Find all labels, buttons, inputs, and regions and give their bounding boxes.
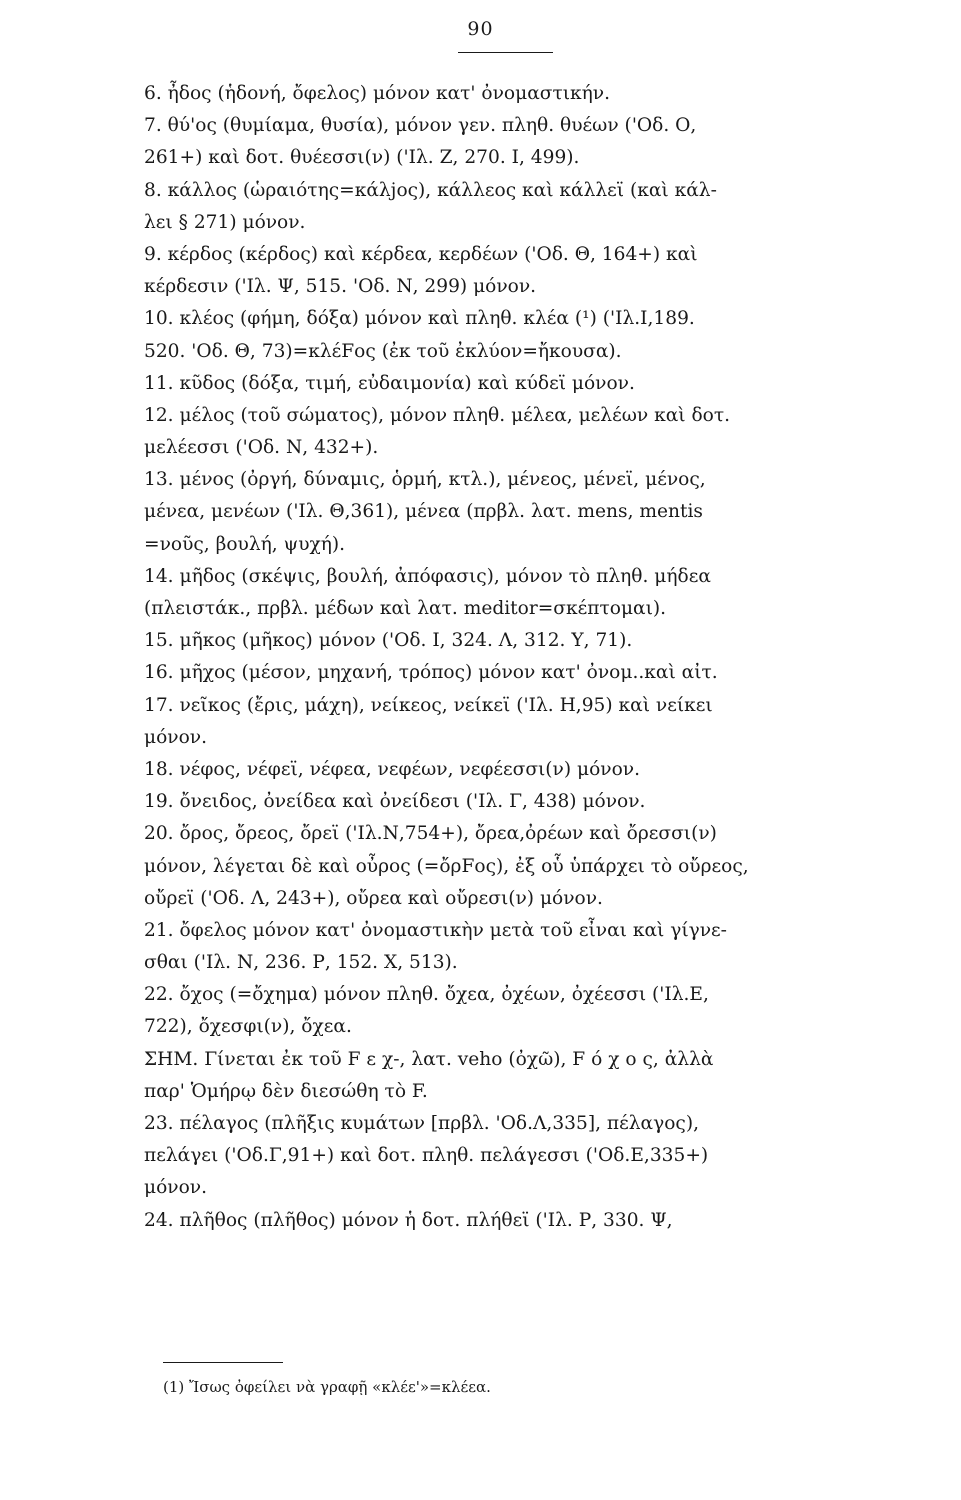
text-line: (πλειστάκ., πρβλ. μέδων καὶ λατ. meditor=σκέπτομαι). <box>144 598 667 619</box>
text-line: κέρδεσιν ('Ιλ. Ψ, 515. 'Οδ. Ν, 299) μόνον. <box>144 276 537 298</box>
text-line: μελέεσσι ('Οδ. Ν, 432+). <box>144 437 379 459</box>
text-line: 6. ἦδος (ἡδονή, ὄφελος) μόνον κατ' ὀνομαστικήν. <box>144 83 611 104</box>
text-line: 16. μῆχος (μέσον, μηχανή, τρόπος) μόνον κατ' ὀνομ..καὶ αἰτ. <box>144 662 718 684</box>
text-line: 18. νέφος, νέφεϊ, νέφεα, νεφέων, νεφέεσσι(ν) μόνον. <box>144 758 641 780</box>
text-line: 24. πλῆθος (πλῆθος) μόνον ἡ δοτ. πλήθεϊ ('Ιλ. Ρ, 330. Ψ, <box>144 1209 673 1231</box>
text-line: 15. μῆκος (μῆκος) μόνον ('Οδ. Ι, 324. Λ, 312. Υ, 71). <box>144 630 633 652</box>
text-line: 11. κῦδος (δόξα, τιμή, εὐδαιμονία) καὶ κύδεϊ μόνον. <box>144 372 635 394</box>
text-line: μένεα, μενέων ('Ιλ. Θ,361), μένεα (πρβλ. λατ. mens, mentis <box>144 501 703 523</box>
footnote: (1) Ἴσως ὀφείλει νὰ γραφῇ «κλέε'»=κλέεα. <box>163 1378 491 1396</box>
text-line: 21. ὄφελος μόνον κατ' ὀνομαστικὴν μετὰ τοῦ εἶναι καὶ γίγνε- <box>144 919 727 941</box>
text-line: παρ' Ὁμήρῳ δὲν διεσώθη τὸ F. <box>144 1080 428 1102</box>
text-line: 20. ὄρος, ὄρεος, ὄρεϊ ('Ιλ.Ν,754+), ὄρεα,ὀρέων καὶ ὄρεσσι(ν) <box>144 823 717 845</box>
text-line: 22. ὄχος (=ὄχημα) μόνον πληθ. ὄχεα, ὀχέων, ὀχέεσσι ('Ιλ.Ε, <box>144 984 709 1006</box>
header-rule <box>458 52 553 53</box>
body-text <box>144 78 876 1237</box>
text-line: 8. κάλλος (ὡραιότης=κάλjος), κάλλεος καὶ κάλλεϊ (καὶ κάλ- <box>144 179 717 201</box>
text-line: 10. κλέος (φήμη, δόξα) μόνον καὶ πληθ. κλέα (¹) ('Ιλ.Ι,189. <box>144 308 695 330</box>
text-line: 12. μέλος (τοῦ σώματος), μόνον πληθ. μέλεα, μελέων καὶ δοτ. <box>144 404 731 426</box>
text-line: 9. κέρδος (κέρδος) καὶ κέρδεα, κερδέων ('Οδ. Θ, 164+) καὶ <box>144 243 698 265</box>
text-line: μόνον. <box>144 726 207 748</box>
text-line: 261+) καὶ δοτ. θυέεσσι(ν) ('Ιλ. Ζ, 270. Ι, 499). <box>144 147 580 169</box>
text-line: =νοῦς, βουλή, ψυχή). <box>144 533 346 555</box>
text-line: 13. μένος (ὀργή, δύναμις, ὁρμή, κτλ.), μένεος, μένεϊ, μένος, <box>144 469 706 491</box>
text-line: 520. 'Οδ. Θ, 73)=κλέFος (ἐκ τοῦ ἐκλύον=ἤκουσα). <box>144 340 622 362</box>
text-line: πελάγει ('Οδ.Γ,91+) καὶ δοτ. πληθ. πελάγεσσι ('Οδ.Ε,335+) <box>144 1145 709 1167</box>
text-line: 7. θύ'ος (θυμίαμα, θυσία), μόνον γεν. πληθ. θυέων ('Οδ. Ο, <box>144 115 697 137</box>
text-line: 722), ὄχεσφι(ν), ὄχεα. <box>144 1016 352 1038</box>
page-number: 90 <box>467 18 494 40</box>
text-line: ΣΗΜ. Γίνεται ἐκ τοῦ F ε χ-, λατ. veho (ὀχῶ), F ό χ ο ς, ἀλλὰ <box>144 1048 714 1070</box>
text-line: 14. μῆδος (σκέψις, βουλή, ἀπόφασις), μόνον τὸ πληθ. μήδεα <box>144 565 711 587</box>
text-line: λει § 271) μόνον. <box>144 211 306 233</box>
text-line: 23. πέλαγος (πλῆξις κυμάτων [πρβλ. 'Οδ.Λ,335], πέλαγος), <box>144 1113 699 1134</box>
footnote-rule <box>163 1362 283 1363</box>
text-line: οὔρεϊ ('Οδ. Λ, 243+), οὔρεα καὶ οὔρεσι(ν) μόνον. <box>144 887 603 909</box>
text-line: σθαι ('Ιλ. Ν, 236. Ρ, 152. Χ, 513). <box>144 952 458 974</box>
text-line: 19. ὄνειδος, ὀνείδεα καὶ ὀνείδεσι ('Ιλ. Γ, 438) μόνον. <box>144 791 646 813</box>
text-line: μόνον, λέγεται δὲ καὶ οὖρος (=ὄρFος), ἐξ οὗ ὑπάρχει τὸ οὔρεος, <box>144 855 749 877</box>
text-line: 17. νεῖκος (ἔρις, μάχη), νείκεος, νείκεϊ ('Ιλ. Η,95) καὶ νείκει <box>144 694 713 716</box>
text-line: μόνον. <box>144 1177 207 1199</box>
